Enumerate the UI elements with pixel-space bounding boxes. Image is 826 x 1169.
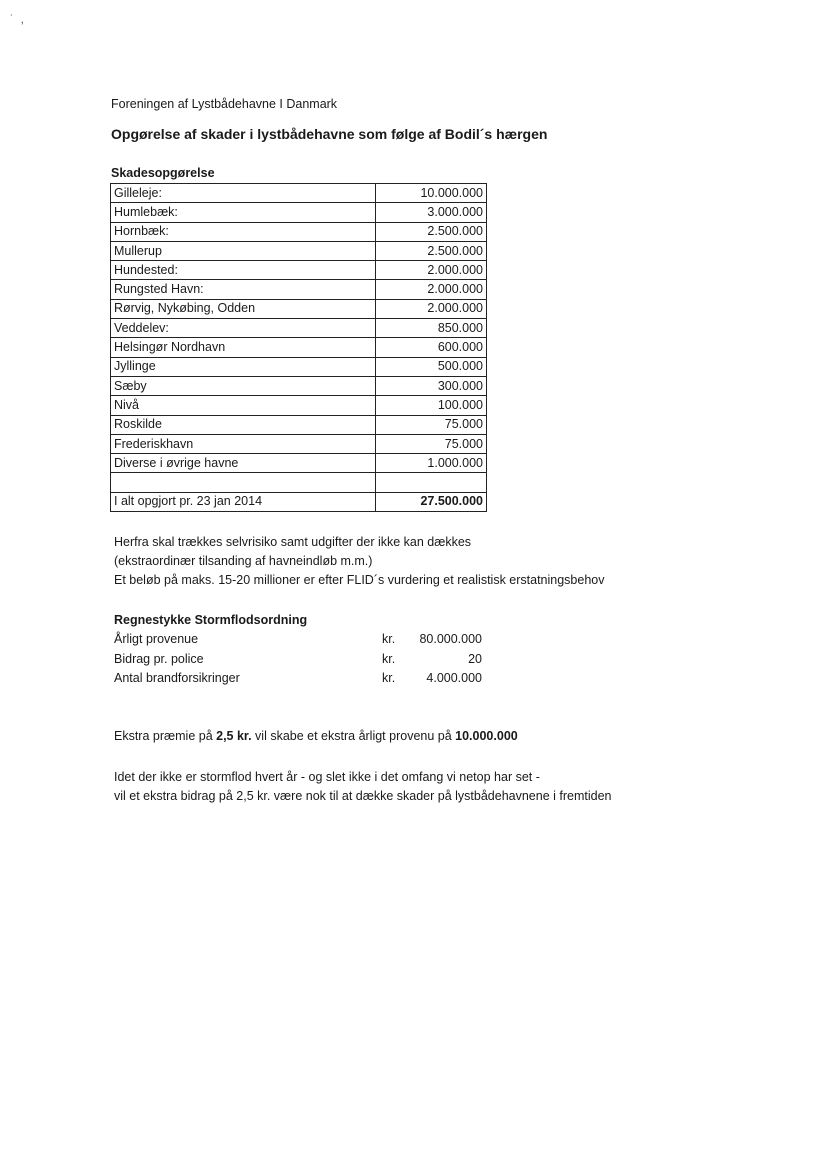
extra-premium-line	[114, 729, 518, 743]
amount-cell: 75.000	[376, 415, 487, 434]
closing-line: vil et ekstra bidrag på 2,5 kr. være nok til at dække skader på lystbådehavnene i fremtiden	[114, 789, 612, 803]
blank-cell	[376, 473, 487, 492]
amount-cell: 2.000.000	[376, 261, 487, 280]
document-title: Opgørelse af skader i lystbådehavne som følge af Bodil´s hærgen	[111, 126, 548, 142]
blank-cell	[111, 473, 376, 492]
amount-cell: 3.000.000	[376, 203, 487, 222]
damage-table	[110, 183, 487, 512]
amount-cell: 600.000	[376, 338, 487, 357]
calc-currency: kr.	[382, 671, 396, 685]
total-row	[111, 492, 487, 511]
amount-cell: 2.000.000	[376, 280, 487, 299]
calc-label: Antal brandforsikringer	[114, 671, 240, 685]
organization-name: Foreningen af Lystbådehavne I Danmark	[111, 97, 338, 111]
amount-cell: 1.000.000	[376, 454, 487, 473]
calc-value: 20	[468, 652, 482, 666]
amount-cell: 300.000	[376, 376, 487, 395]
place-cell: Diverse i øvrige havne	[111, 454, 376, 473]
note-line: (ekstraordinær tilsanding af havneindløb m.m.)	[114, 554, 373, 568]
table-row	[111, 396, 487, 415]
total-label: I alt opgjort pr. 23 jan 2014	[111, 492, 376, 511]
amount-cell: 500.000	[376, 357, 487, 376]
table-row	[111, 261, 487, 280]
place-cell: Humlebæk:	[111, 203, 376, 222]
amount-cell: 2.500.000	[376, 241, 487, 260]
table-row	[111, 415, 487, 434]
table-row	[111, 280, 487, 299]
place-cell: Sæby	[111, 376, 376, 395]
place-cell: Nivå	[111, 396, 376, 415]
place-cell: Rørvig, Nykøbing, Odden	[111, 299, 376, 318]
note-line: Herfra skal trækkes selvrisiko samt udgifter der ikke kan dækkes	[114, 535, 472, 549]
extra-text: Ekstra præmie på	[114, 729, 217, 743]
closing-line: Idet der ikke er stormflod hvert år - og slet ikke i det omfang vi netop har set -	[114, 770, 540, 784]
place-cell: Veddelev:	[111, 319, 376, 338]
amount-cell: 2.500.000	[376, 222, 487, 241]
total-amount: 27.500.000	[376, 492, 487, 511]
amount-cell: 850.000	[376, 319, 487, 338]
amount-cell: 75.000	[376, 434, 487, 453]
place-cell: Hornbæk:	[111, 222, 376, 241]
calc-currency: kr.	[382, 632, 396, 646]
place-cell: Rungsted Havn:	[111, 280, 376, 299]
calc-value: 4.000.000	[426, 671, 482, 685]
table-row	[111, 241, 487, 260]
table-row	[111, 203, 487, 222]
table-row	[111, 222, 487, 241]
table-row	[111, 434, 487, 453]
damage-section-heading: Skadesopgørelse	[111, 166, 215, 180]
blank-row	[111, 473, 487, 492]
extra-text: vil skabe et ekstra årligt provenu på	[251, 729, 456, 743]
place-cell: Hundested:	[111, 261, 376, 280]
place-cell: Mullerup	[111, 241, 376, 260]
note-line: Et beløb på maks. 15-20 millioner er efter FLID´s vurdering et realistisk erstatningsbehov	[114, 573, 605, 587]
table-row	[111, 376, 487, 395]
calc-label: Bidrag pr. police	[114, 652, 204, 666]
table-row	[111, 454, 487, 473]
amount-cell: 10.000.000	[376, 184, 487, 203]
place-cell: Gilleleje:	[111, 184, 376, 203]
table-row	[111, 357, 487, 376]
place-cell: Jyllinge	[111, 357, 376, 376]
amount-cell: 2.000.000	[376, 299, 487, 318]
place-cell: Frederiskhavn	[111, 434, 376, 453]
calc-value: 80.000.000	[419, 632, 482, 646]
place-cell: Helsingør Nordhavn	[111, 338, 376, 357]
place-cell: Roskilde	[111, 415, 376, 434]
amount-cell: 100.000	[376, 396, 487, 415]
extra-revenue: 10.000.000	[455, 729, 518, 743]
calculation-heading: Regnestykke Stormflodsordning	[114, 613, 308, 627]
table-row	[111, 299, 487, 318]
calc-currency: kr.	[382, 652, 396, 666]
extra-amount: 2,5 kr.	[216, 729, 252, 743]
calc-label: Årligt provenue	[114, 632, 199, 646]
table-row	[111, 338, 487, 357]
scan-marks: ˙ ,	[10, 12, 24, 26]
table-row	[111, 319, 487, 338]
table-row	[111, 184, 487, 203]
